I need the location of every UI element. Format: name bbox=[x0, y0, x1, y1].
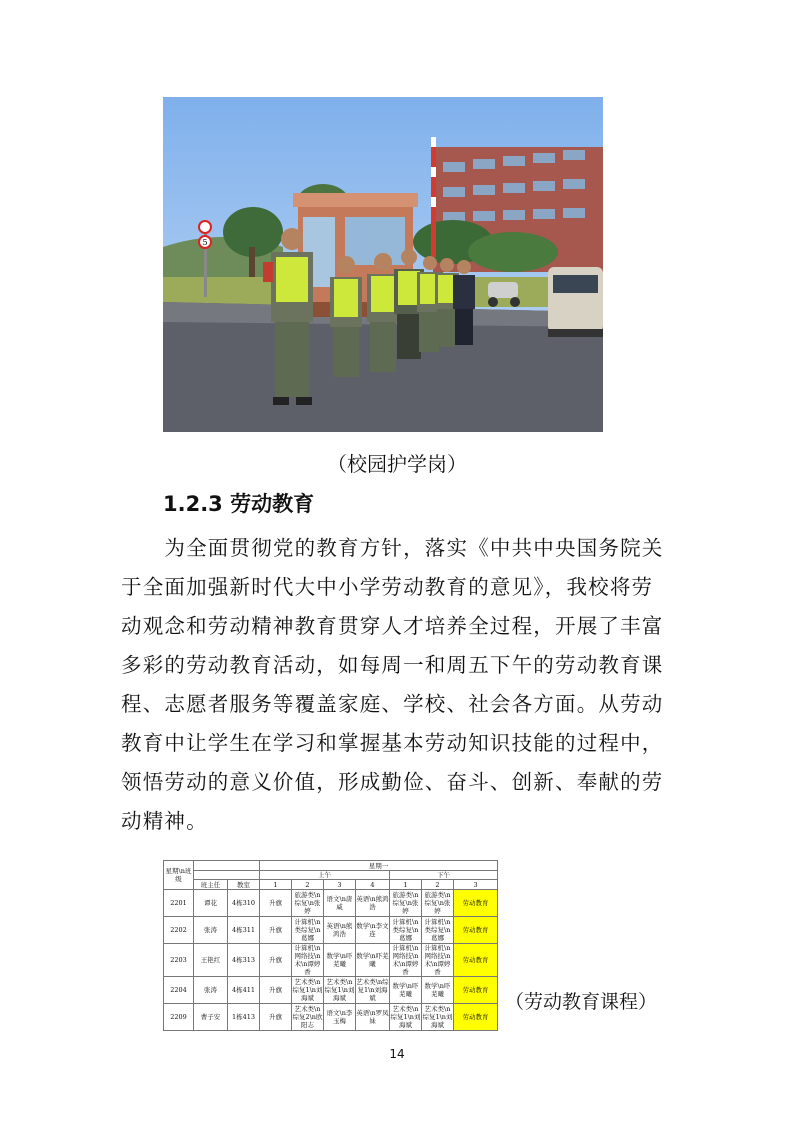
section-heading: 1.2.3 劳动教育 bbox=[163, 492, 315, 516]
teacher-cell: 张涛 bbox=[194, 917, 228, 944]
period-header: 4 bbox=[356, 880, 390, 890]
schedule-table bbox=[163, 860, 498, 1031]
room-cell: 4栋311 bbox=[228, 917, 260, 944]
class-cell: 2201 bbox=[164, 890, 194, 917]
table-row bbox=[164, 917, 498, 944]
period-cell: 升旗 bbox=[260, 890, 292, 917]
page-number: 14 bbox=[389, 1047, 405, 1061]
period-header: 1 bbox=[260, 880, 292, 890]
period-cell: 艺术类\n综复2\n欧阳志 bbox=[292, 1005, 323, 1029]
period-cell: 数学\n吓芜曦 bbox=[422, 977, 454, 1004]
period-cell: 计算机\n类综复\n葛娜 bbox=[390, 917, 422, 944]
period-cell: 艺术类\n综复1\n刘海斌 bbox=[292, 978, 323, 1002]
labor-education-cell: 劳动教育 bbox=[454, 917, 498, 944]
class-cell: 2204 bbox=[164, 977, 194, 1004]
period-cell: 数学\n李文连 bbox=[356, 917, 390, 944]
body-paragraph bbox=[121, 529, 677, 841]
period-cell: 数学\n吓芜曦 bbox=[356, 944, 390, 977]
period-cell: 旅游类\n综复\n张婷 bbox=[390, 890, 422, 917]
room-cell: 4栋310 bbox=[228, 890, 260, 917]
period-header: 2 bbox=[292, 880, 324, 890]
table-row bbox=[164, 1004, 498, 1031]
period-cell: 计算机\n类综复\n葛娜 bbox=[292, 917, 324, 944]
paragraph-line: 动精神。 bbox=[121, 809, 208, 833]
photo-caption: （校园护学岗） bbox=[327, 452, 467, 476]
labor-education-cell: 劳动教育 bbox=[454, 890, 498, 917]
blank-cell bbox=[194, 871, 260, 880]
period-cell: 语文\n唐威 bbox=[324, 890, 356, 917]
period-cell: 数学\n吓芜曦 bbox=[390, 977, 422, 1004]
period-cell: 升旗 bbox=[260, 944, 292, 977]
period-cell: 升旗 bbox=[260, 977, 292, 1004]
period-cell: 艺术类\n综复1\n刘海斌 bbox=[356, 978, 389, 1002]
teacher-cell: 曹子安 bbox=[194, 1004, 228, 1031]
paragraph-line: 领悟劳动的意义价值，形成勤俭、奋斗、创新、奉献的劳 bbox=[121, 770, 664, 794]
period-header: 3 bbox=[454, 880, 498, 890]
period-cell: 升旗 bbox=[260, 1004, 292, 1031]
period-cell: 计算机\n网络技\n术\n谭婷香 bbox=[292, 944, 324, 977]
period-cell: 计算机\n网络技\n术\n谭婷香 bbox=[422, 944, 454, 977]
period-cell: 英语\n熊鸿浩 bbox=[324, 917, 356, 944]
period-cell: 计算机\n类综复\n葛娜 bbox=[422, 917, 454, 944]
teacher-cell: 张涛 bbox=[194, 977, 228, 1004]
period-cell: 艺术类\n综复1\n刘海斌 bbox=[422, 1005, 453, 1029]
table-row bbox=[164, 890, 498, 917]
period-header: 1 bbox=[390, 880, 422, 890]
morning-header: 上午 bbox=[260, 871, 390, 880]
paragraph-line: 教育中让学生在学习和掌握基本劳动知识技能的过程中， bbox=[121, 731, 664, 755]
period-cell: 旅游类\n综复\n张婷 bbox=[292, 890, 324, 917]
table-row bbox=[164, 944, 498, 977]
period-cell: 计算机\n网络技\n术\n谭婷香 bbox=[390, 944, 422, 977]
blank-cell bbox=[194, 861, 260, 871]
period-cell: 艺术类\n综复1\n刘海斌 bbox=[390, 1005, 421, 1029]
period-header: 2 bbox=[422, 880, 454, 890]
paragraph-line: 多彩的劳动教育活动，如每周一和周五下午的劳动教育课 bbox=[121, 653, 664, 677]
afternoon-header: 下午 bbox=[390, 871, 498, 880]
labor-education-cell: 劳动教育 bbox=[454, 977, 498, 1004]
schedule-caption: （劳动教育课程） bbox=[505, 991, 658, 1013]
room-col-header: 教室 bbox=[228, 880, 260, 890]
period-cell: 英语\n熊鸿浩 bbox=[356, 890, 390, 917]
period-cell: 语文\n李玉梅 bbox=[324, 1004, 356, 1031]
paragraph-line: 于全面加强新时代大中小学劳动教育的意见》，我校将劳 bbox=[121, 575, 654, 599]
campus-guard-photo bbox=[163, 97, 603, 432]
teacher-col-header: 班主任 bbox=[194, 880, 228, 890]
period-header: 3 bbox=[324, 880, 356, 890]
teacher-cell: 谭花 bbox=[194, 890, 228, 917]
period-cell: 数学\n吓芜曦 bbox=[324, 944, 356, 977]
sign-text: 5 bbox=[202, 238, 208, 247]
labor-education-cell: 劳动教育 bbox=[454, 1004, 498, 1031]
room-cell: 1栋413 bbox=[228, 1004, 260, 1031]
paragraph-line: 为全面贯彻党的教育方针，落实《中共中央国务院关 bbox=[121, 536, 664, 560]
class-cell: 2209 bbox=[164, 1004, 194, 1031]
period-cell: 升旗 bbox=[260, 917, 292, 944]
period-cell: 英语\n罗凤妹 bbox=[356, 1004, 390, 1031]
paragraph-line: 程、志愿者服务等覆盖家庭、学校、社会各方面。从劳动 bbox=[121, 692, 664, 716]
class-cell: 2202 bbox=[164, 917, 194, 944]
room-cell: 4栋411 bbox=[228, 977, 260, 1004]
room-cell: 4栋313 bbox=[228, 944, 260, 977]
class-cell: 2203 bbox=[164, 944, 194, 977]
teacher-cell: 王艳红 bbox=[194, 944, 228, 977]
weekday-header: 星期一 bbox=[260, 861, 498, 871]
labor-education-cell: 劳动教育 bbox=[454, 944, 498, 977]
paragraph-line: 动观念和劳动精神教育贯穿人才培养全过程，开展了丰富 bbox=[121, 614, 664, 638]
period-cell: 旅游类\n综复\n张婷 bbox=[422, 890, 454, 917]
period-cell: 艺术类\n综复1\n刘海斌 bbox=[324, 978, 355, 1002]
table-row bbox=[164, 977, 498, 1004]
corner-cell: 星期\n班级 bbox=[164, 861, 194, 890]
